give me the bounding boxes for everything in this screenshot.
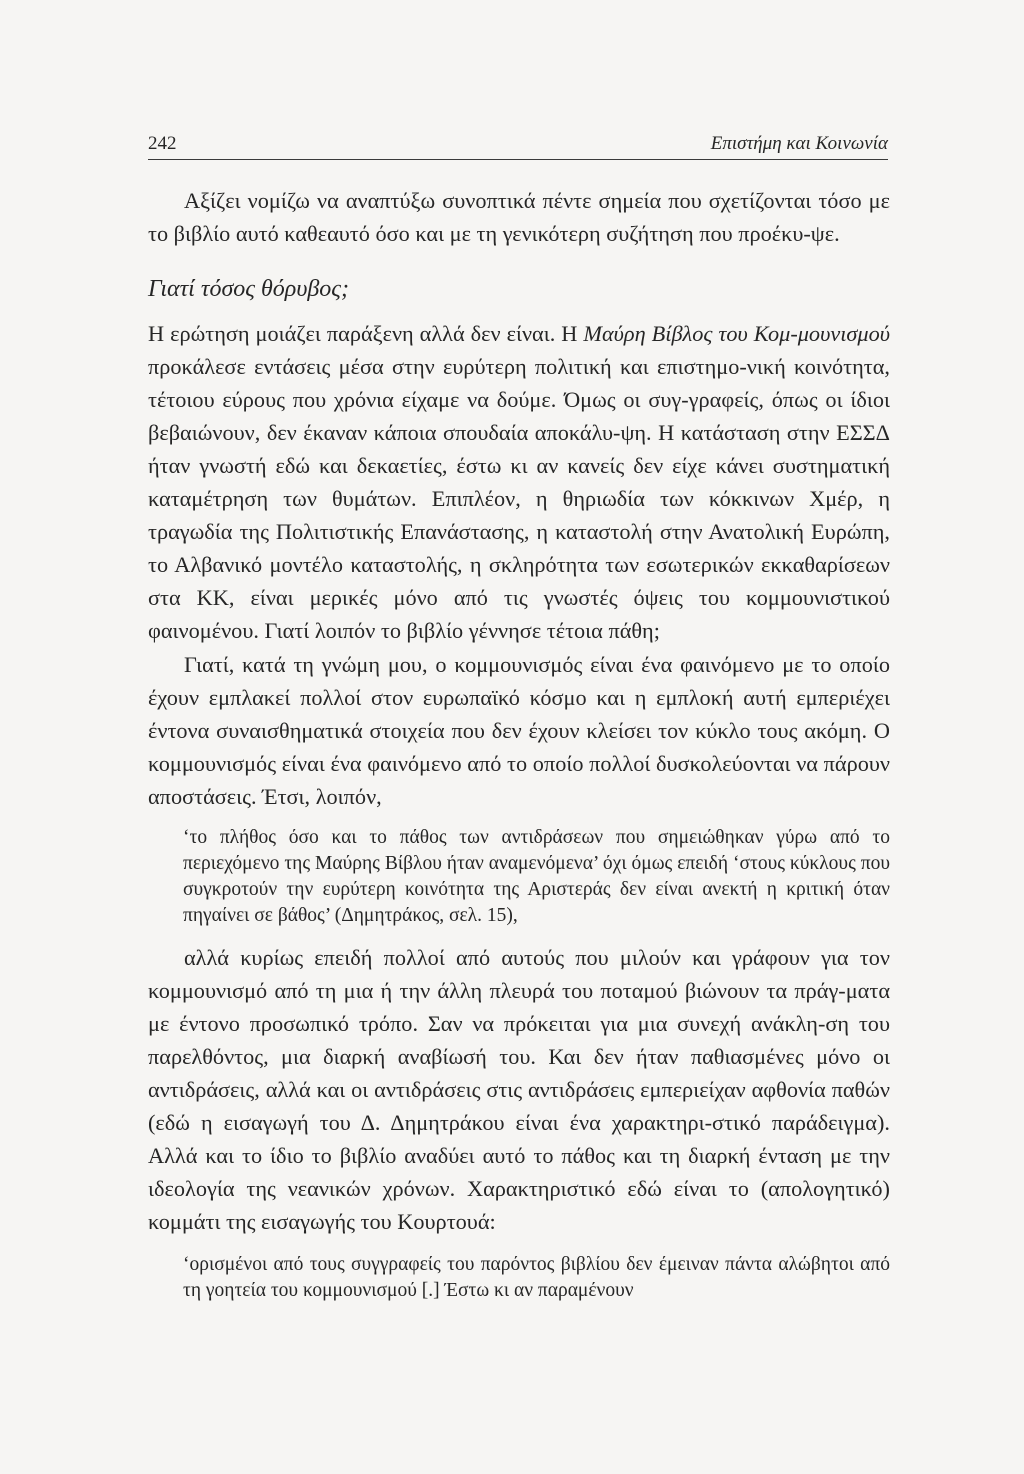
block-quote-2: ‘ορισμένοι από τους συγγραφείς του παρόντος βιβλίου δεν έμειναν πάντα αλώβητοι από τη γοητεία του κομμουνισμού [.] Έστω κι αν παραμένουν bbox=[183, 1254, 890, 1301]
paragraph-3: αλλά κυρίως επειδή πολλοί από αυτούς που μιλούν και γράφουν για τον κομμουνισμό από τη μια ή την άλλη πλευρά του ποταμού βιώνουν τα πράγ-ματα με έντονο προσωπικό τρόπο. Σαν να πρόκειται για μια συνεχή ανάκλη-ση του παρελθόντος, μια διαρκή αναβίωσή του. Και δεν ήταν παθιασμένες μόνο οι αντιδράσεις, αλλά και οι αντιδράσεις στις αντιδράσεις εμπεριείχαν αφθονία παθών (εδώ η εισαγωγή του Δ. Δημητράκου είναι ένα χαρακτηρι-στικό παράδειγμα). Αλλά και το ίδιο το βιβλίο αναδύει αυτό το πάθος και τη διαρκή ένταση με την ιδεολογία της νεανικών χρόνων. Χαρακτηριστικό εδώ είναι το (απολογητικό) κομμάτι της εισαγωγής του Κουρτουά: bbox=[148, 945, 890, 1234]
page-header bbox=[148, 133, 888, 160]
block-quote-1: ‘το πλήθος όσο και το πάθος των αντιδράσεων που σημειώθηκαν γύρω από το περιεχόμενο της Μαύρης Βίβλου ήταν αναμενόμενα’ όχι όμως επειδή ‘στους κύκλους που συγκροτούν την ευρύτερη κοινότητα της Αριστεράς δεν είναι ανεκτή η κριτική όταν πηγαίνει σε βάθος’ (Δημητράκος, σελ. 15), bbox=[183, 827, 890, 926]
paragraph-1-rest: προκάλεσε εντάσεις μέσα στην ευρύτερη πολιτική και επιστημο-νική κοινότητα, τέτοιου εύρους που χρόνια είχαμε να δούμε. Όμως οι συγ-γραφείς, όπως οι ίδιοι βεβαιώνουν, δεν έκαναν κάποια σπουδαία αποκάλυ-ψη. Η κατάσταση στην ΕΣΣΔ ήταν γνωστή εδώ και δεκαετίες, έστω κι αν κανείς δεν είχε κάνει συστηματική καταμέτρηση των θυμάτων. Επιπλέον, η θηριωδία των κόκκινων Χμέρ, η τραγωδία της Πολιτιστικής Επανάστασης, η καταστολή στην Ανατολική Ευρώπη, το Αλβανικό μοντέλο καταστολής, η σκληρότητα των εσωτερικών εκκαθαρίσεων στα ΚΚ, είναι μερικές μόνο από τις γνωστές όψεις του κομμουνιστικού φαινομένου. Γιατί λοιπόν το βιβλίο γέννησε τέτοια πάθη; bbox=[148, 354, 890, 643]
running-title: Επιστήμη και Κοινωνία bbox=[710, 133, 888, 154]
page-number: 242 bbox=[148, 133, 177, 154]
paragraph-2: Γιατί, κατά τη γνώμη μου, ο κομμουνισμός είναι ένα φαινόμενο με το οποίο έχουν εμπλακεί πολλοί στον ευρωπαϊκό κόσμο και η εμπλοκή αυτή εμπεριέχει έντονα συναισθηματικά στοιχεία που δεν έχουν κλείσει τον κύκλο τους ακόμη. Ο κομμουνισμός είναι ένα φαινόμενο από το οποίο πολλοί δυσκολεύονται να πάρουν αποστάσεις. Έτσι, λοιπόν, bbox=[148, 652, 890, 809]
intro-paragraph: Αξίζει νομίζω να αναπτύξω συνοπτικά πέντε σημεία που σχετίζονται τόσο με το βιβλίο αυτό καθεαυτό όσο και με τη γενικότερη συζήτηση που προέκυ-ψε. bbox=[148, 188, 890, 246]
paragraph-1-lead: Η ερώτηση μοιάζει παράξενη αλλά δεν είναι. Η bbox=[148, 321, 584, 346]
section-heading: Γιατί τόσος θόρυβος; bbox=[148, 276, 350, 302]
paragraph-1 bbox=[148, 317, 890, 647]
book-title: Μαύρη Βίβλος του Κομ-μουνισμού bbox=[583, 321, 890, 346]
body-text bbox=[148, 184, 890, 1304]
